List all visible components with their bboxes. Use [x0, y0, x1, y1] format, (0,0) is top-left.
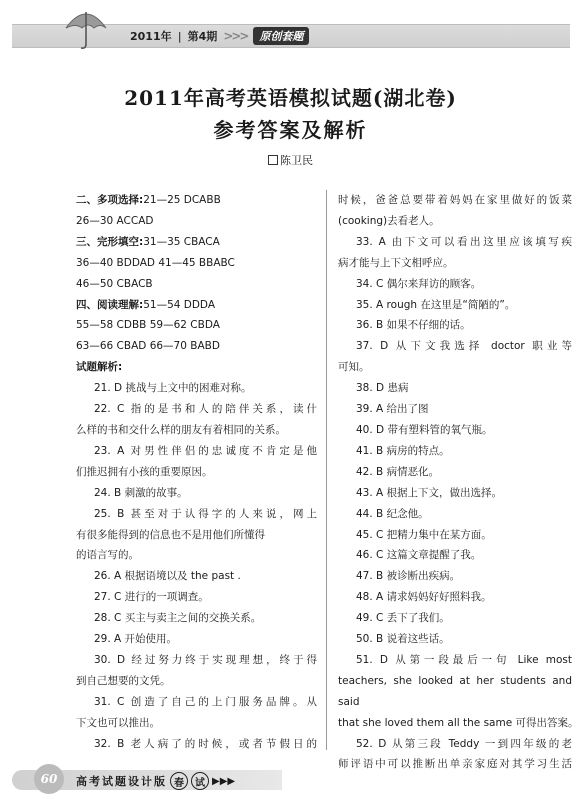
left-column-line: 们推迟拥有小孩的重要原因。	[76, 465, 213, 478]
right-column-line: 45. C 把精力集中在某方面。	[356, 528, 492, 541]
left-column-line: 25. B 甚至对于认得字的人来说，网上	[94, 507, 317, 520]
left-column-line: 46—50 CBACB	[76, 277, 153, 290]
answer-key: 51—54 DDDA	[143, 298, 216, 311]
left-column-line	[72, 190, 317, 211]
left-column-line: 的语言写的。	[76, 549, 139, 562]
header-badge: 原创套题	[253, 27, 309, 45]
left-column-line: 试题解析:	[76, 361, 123, 374]
header-year: 2011年	[130, 30, 172, 43]
left-column-line: 30. D 经过努力终于实现理想，终于得	[94, 653, 317, 666]
left-column-line: 55—58 CDBB 59—62 CBDA	[76, 319, 220, 332]
author-box-icon	[268, 155, 278, 165]
right-column-line: 42. B 病情恶化。	[356, 465, 440, 478]
section-heading: 四、阅读理解:	[76, 298, 144, 311]
arrows-icon: ▶▶▶	[212, 775, 236, 787]
left-column-line: 32. B 老人病了的时候，或者节假日的	[94, 737, 317, 750]
header-title	[130, 27, 309, 45]
left-column-line	[72, 232, 317, 253]
author-byline	[0, 152, 581, 168]
left-column-line: 么样的书和交什么样的朋友有着相同的关系。	[76, 423, 286, 436]
left-column-line: 27. C 进行的一项调查。	[94, 591, 209, 604]
answer-key: 31—35 CBACA	[143, 235, 220, 248]
left-column-line: 26. A 根据语境以及 the past .	[94, 570, 241, 583]
section-heading: 二、多项选择:	[76, 194, 144, 206]
left-column-line: 26—30 ACCAD	[76, 214, 154, 227]
left-column-line: 21. D 挑战与上文中的困难对称。	[94, 382, 252, 395]
section-heading: 三、完形填空:	[76, 235, 144, 248]
left-column-line: 36—40 BDDAD 41—45 BBABC	[76, 256, 235, 269]
right-column-line: 46. C 这篇文章提醒了我。	[356, 549, 482, 562]
left-column-line: 24. B 刺激的故事。	[94, 486, 188, 499]
right-column-line: that she loved them all the same 可得出答案。	[338, 716, 579, 729]
umbrella-icon	[62, 6, 110, 50]
header-issue: 第4期	[187, 30, 218, 43]
header-separator: |	[177, 29, 182, 43]
right-column-line: 41. B 病房的特点。	[356, 444, 450, 457]
left-column-line: 有很多能得到的信息也不是用他们所懂得	[76, 528, 265, 541]
right-column-line: 34. C 偶尔来拜访的顾客。	[356, 277, 482, 290]
page-subtitle: 参考答案及解析	[213, 118, 368, 142]
right-column-line: 36. B 如果不仔细的话。	[356, 319, 471, 332]
footer-text: 高考试题设计版	[76, 775, 167, 788]
right-column-line: 44. B 纪念他。	[356, 507, 429, 520]
right-column-line: 50. B 说着这些话。	[356, 633, 450, 646]
right-column-line: 39. A 给出了图	[356, 403, 429, 416]
right-column-line: 可知。	[338, 361, 370, 374]
column-divider	[326, 190, 327, 750]
footer-circled-2: 试	[191, 772, 209, 790]
left-column-line: 28. C 买主与卖主之间的交换关系。	[94, 612, 262, 625]
right-column-line: 33. A 由下文可以看出这里应该填写疾	[356, 235, 572, 248]
right-column-line: 37. D 从下文我选择 doctor 职业等	[356, 340, 572, 353]
right-column-line: 49. C 丢下了我们。	[356, 612, 450, 625]
author-name: 陈卫民	[280, 154, 313, 167]
left-column-line: 22. C 指的是书和人的陪伴关系，读什	[94, 403, 317, 416]
left-column-line: 23. A 对男性伴侣的忠诚度不肯定是他	[94, 444, 317, 457]
left-column-line: 下文也可以推出。	[76, 716, 160, 729]
right-column-line: (cooking)去看老人。	[338, 214, 440, 227]
right-column-line: 38. D 患病	[356, 382, 409, 395]
right-column-line: 51. D 从第一段最后一句 Like most	[356, 653, 572, 666]
right-column-line: 43. A 根据上下文，做出选择。	[356, 486, 503, 499]
right-column-line: 病才能与上下文相呼应。	[338, 256, 454, 269]
right-column-line: 35. A rough 在这里是“简陋的”。	[356, 298, 516, 311]
left-column-line: 29. A 开始使用。	[94, 633, 178, 646]
right-column-line: 48. A 请求妈妈好好照料我。	[356, 591, 492, 604]
left-column	[72, 190, 317, 754]
left-column-line: 到自己想要的文凭。	[76, 674, 171, 687]
footer-circled-1: 春	[170, 772, 188, 790]
chevrons-icon: >>>	[223, 29, 248, 43]
right-column-line: teachers, she looked at her students and said	[338, 674, 572, 708]
page-title: 2011年高考英语模拟试题(湖北卷)	[124, 86, 457, 110]
footer-title	[76, 772, 235, 790]
page-number: 60	[34, 764, 64, 794]
right-column-line: 47. B 被诊断出疾病。	[356, 570, 461, 583]
left-column-line: 63—66 CBAD 66—70 BABD	[76, 340, 220, 353]
right-column-line: 时候，爸爸总要带着妈妈在家里做好的饭菜	[338, 194, 572, 206]
left-column-line: 31. C 创造了自己的上门服务品牌。从	[94, 695, 317, 708]
answer-key: 21—25 DCABB	[143, 194, 221, 206]
right-column-line: 52. D 从第三段 Teddy 一到四年级的老	[356, 737, 572, 750]
right-column-line: 师评语中可以推断出单亲家庭对其学习生活	[338, 758, 572, 771]
right-column-line: 40. D 带有塑料管的氧气瓶。	[356, 423, 493, 436]
left-column-line	[72, 295, 317, 316]
right-column	[334, 190, 579, 775]
